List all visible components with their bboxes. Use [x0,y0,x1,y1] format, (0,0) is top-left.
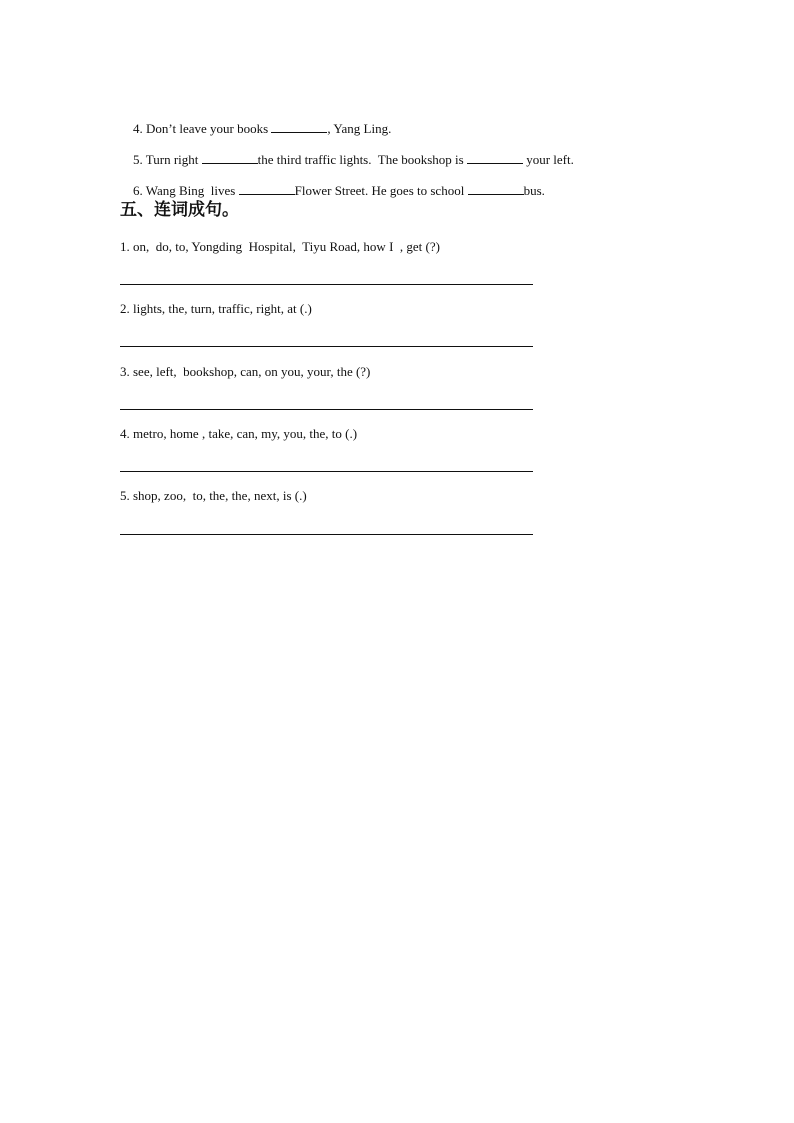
blank-line[interactable] [468,182,524,195]
answer-line[interactable] [120,534,533,535]
blank-line[interactable] [239,182,295,195]
word-order-item: 5. shop, zoo, to, the, the, next, is (.) [120,488,307,503]
item-text: , Yang Ling. [327,121,392,136]
answer-line[interactable] [120,471,533,472]
item-text: the third traffic lights. The bookshop is [257,152,467,167]
blank-line[interactable] [271,120,327,133]
item-text: 4. Don’t leave your books [133,121,272,136]
item-text: 6. Wang Bing lives [133,183,239,198]
answer-line[interactable] [120,284,533,285]
item-text: bus. [523,183,545,198]
item-text: 5. Turn right [133,152,202,167]
section-title: 五、连词成句。 [120,200,239,220]
blank-line[interactable] [202,151,258,164]
word-order-item: 4. metro, home , take, can, my, you, the, to (.) [120,426,358,441]
answer-line[interactable] [120,346,533,347]
item-text: your left. [522,152,574,167]
word-order-item: 2. lights, the, turn, traffic, right, at (.) [120,301,312,316]
word-order-item: 1. on, do, to, Yongding Hospital, Tiyu Road, how I , get (?) [120,239,440,254]
word-order-item: 3. see, left, bookshop, can, on you, your, the (?) [120,364,371,379]
item-text: Flower Street. He goes to school [294,183,468,198]
answer-line[interactable] [120,409,533,410]
blank-line[interactable] [467,151,523,164]
